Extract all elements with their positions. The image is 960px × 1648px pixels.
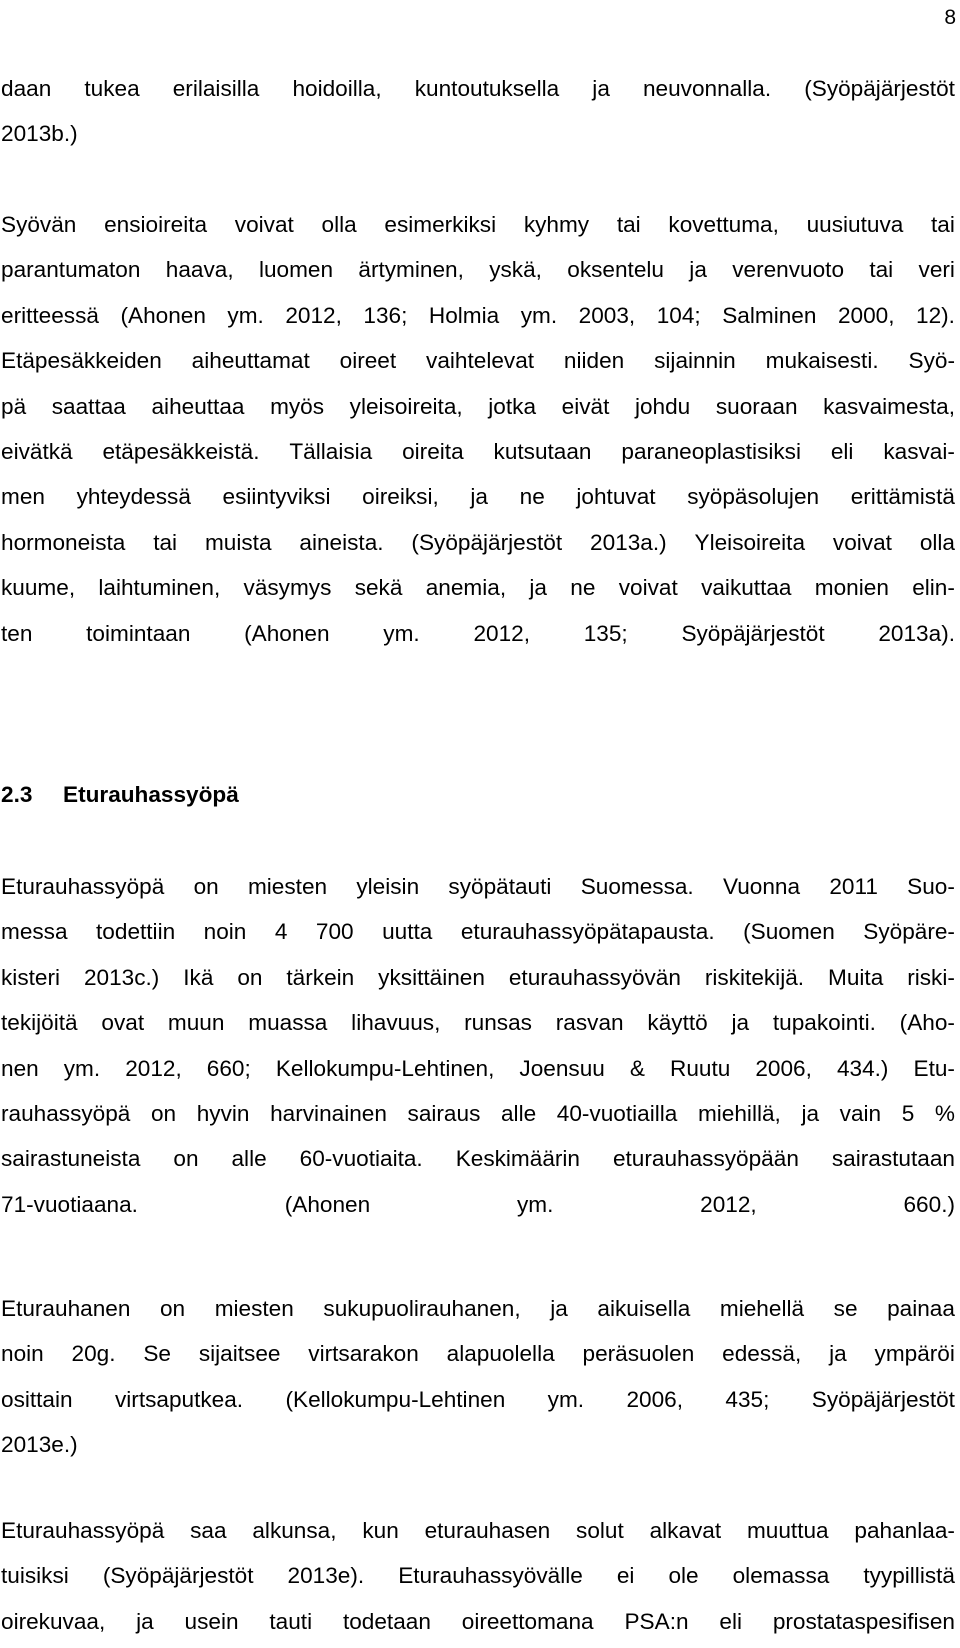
word: ym. <box>63 1055 101 1081</box>
word: tyypillistä <box>863 1563 955 1589</box>
text-line <box>1 1331 955 1376</box>
word: Syö- <box>908 348 955 374</box>
word: aikuisella <box>597 1296 691 1321</box>
word: anemia, <box>425 575 507 601</box>
word: tupakointi. <box>772 1010 876 1036</box>
word: nen <box>1 1055 39 1081</box>
word: vain <box>839 1101 882 1127</box>
word: alkavat <box>649 1518 722 1543</box>
word: saa <box>190 1518 227 1543</box>
word: 4 <box>274 919 288 945</box>
word: todetaan <box>342 1608 431 1634</box>
word: ja <box>689 257 707 283</box>
word: daan <box>1 76 52 101</box>
text-line <box>1 909 955 954</box>
word: tai <box>616 212 641 237</box>
word: yksittäinen <box>378 964 485 990</box>
word: monien <box>814 575 889 601</box>
word: 2012, <box>285 302 342 328</box>
page-number: 8 <box>944 6 956 29</box>
word: (Syöpäjärjestöt <box>804 76 955 101</box>
word: ensioireita <box>104 212 208 237</box>
word: riskitekijä. <box>704 964 805 990</box>
word: virtsaputkea. <box>114 1386 244 1412</box>
word: edessä, <box>722 1341 802 1367</box>
word: aineista. <box>299 529 384 555</box>
word: kuntoutuksella <box>414 76 560 101</box>
word: miehillä, <box>697 1101 781 1127</box>
word: se <box>833 1296 858 1321</box>
word: vaihtelevat <box>426 348 535 374</box>
word: 2006, <box>626 1386 684 1412</box>
word: aiheuttaa <box>151 393 245 419</box>
word: rasvan <box>555 1010 624 1036</box>
paragraph-3 <box>1 864 955 1227</box>
word: (Kellokumpu-Lehtinen <box>285 1386 506 1412</box>
word: mukaisesti. <box>765 348 879 374</box>
word: Holmia <box>428 302 500 328</box>
word: 5 <box>901 1101 915 1127</box>
text-line <box>1 1508 955 1553</box>
word: voivat <box>618 575 678 601</box>
word: tekijöitä <box>1 1010 78 1036</box>
word: on <box>159 1296 186 1321</box>
word: myös <box>270 393 325 419</box>
word: alle <box>500 1101 537 1127</box>
word: ym. <box>227 302 264 328</box>
word: on <box>237 964 263 990</box>
word: erilaisilla <box>172 76 260 101</box>
word: kuume, <box>1 575 76 601</box>
word: ympäröi <box>874 1341 955 1367</box>
word: % <box>934 1101 955 1127</box>
word: etäpesäkkeistä. <box>102 439 260 465</box>
word: (Syöpäjärjestöt <box>102 1563 254 1589</box>
word: Syöpäre- <box>863 919 955 945</box>
line-text <box>1 247 955 292</box>
word: 40-vuotiailla <box>556 1101 678 1127</box>
word: painaa <box>887 1296 955 1321</box>
word: ärtyminen, <box>358 257 464 283</box>
word: sijainnin <box>654 348 736 374</box>
word: (Aho- <box>899 1010 955 1036</box>
word: tuisiksi <box>1 1563 69 1589</box>
word: oireet <box>339 348 397 374</box>
word: eivät <box>561 393 610 419</box>
word: 12). <box>916 302 955 328</box>
line-text <box>1 429 955 474</box>
word: 2011 <box>829 874 878 899</box>
paragraph-1 <box>1 66 955 157</box>
word: eivätkä <box>1 439 73 465</box>
word: riski- <box>907 964 955 990</box>
word: messa <box>1 919 68 945</box>
word: miehellä <box>719 1296 805 1321</box>
word: osittain <box>1 1386 73 1412</box>
text-line: 2013b.) <box>1 121 78 147</box>
word: olla <box>321 212 357 237</box>
word: eturauhasen <box>424 1518 551 1543</box>
word: 435; <box>725 1386 770 1412</box>
word: Suo- <box>907 874 955 899</box>
text-line <box>1 384 955 429</box>
word: kasvai- <box>883 439 955 465</box>
word: noin <box>1 1341 44 1367</box>
text-line: 71-vuotiaana. (Ahonen ym. 2012, 660.) <box>1 1191 955 1217</box>
word: johdu <box>634 393 691 419</box>
word: ne <box>519 484 545 510</box>
word: ja <box>829 1341 847 1367</box>
text-line <box>1 1136 955 1181</box>
word: parantumaton <box>1 257 141 283</box>
word: 660; <box>206 1055 251 1081</box>
word: Kellokumpu-Lehtinen, <box>275 1055 495 1081</box>
text-line <box>1 429 955 474</box>
word: ja <box>529 575 547 601</box>
word: oireiksi, <box>362 484 439 510</box>
section-number: 2.3 <box>1 782 33 807</box>
paragraph-2 <box>1 202 955 656</box>
word: 2006, <box>755 1055 812 1081</box>
word: on <box>193 874 219 899</box>
word: sukupuolirauhanen, <box>323 1296 521 1321</box>
word: prostataspesifisen <box>772 1608 955 1634</box>
word: voivat <box>234 212 294 237</box>
word: tai <box>869 257 894 283</box>
word: paraneoplastisiksi <box>621 439 801 465</box>
word: runsas <box>464 1010 532 1036</box>
line-text <box>1 1553 955 1598</box>
word: todettiin <box>96 919 176 945</box>
word: noin <box>203 919 247 945</box>
word: Syöpäjärjestöt <box>811 1386 955 1412</box>
word: kutsutaan <box>493 439 592 465</box>
word: Keskimäärin <box>455 1146 580 1172</box>
word: muassa <box>248 1010 328 1036</box>
text-line <box>1 293 955 338</box>
word: ei <box>616 1563 635 1589</box>
word: alle <box>231 1146 267 1172</box>
line-text <box>1 338 955 383</box>
word: eritteessä <box>1 302 99 328</box>
word: jotka <box>488 393 537 419</box>
text-line <box>1 1377 955 1422</box>
word: väsymys <box>243 575 332 601</box>
word: syöpätauti <box>448 874 552 899</box>
text-line <box>1 1000 955 1045</box>
text-line <box>1 66 955 111</box>
word: 700 <box>315 919 354 945</box>
word: käyttö <box>647 1010 708 1036</box>
word: oksentelu <box>567 257 664 283</box>
word: Eturauhassyöpä <box>1 874 165 899</box>
word: pahanlaa- <box>854 1518 955 1543</box>
word: Joensuu <box>519 1055 605 1081</box>
line-text <box>1 202 955 247</box>
word: kyhmy <box>523 212 590 237</box>
line-text <box>1 520 955 565</box>
word: on <box>173 1146 199 1172</box>
line-text <box>1 1136 955 1181</box>
word: Salminen <box>722 302 817 328</box>
word: Vuonna <box>722 874 801 899</box>
word: men <box>1 484 45 510</box>
text-line <box>1 864 955 909</box>
word: suoraan <box>715 393 798 419</box>
word: kasvaimesta, <box>823 393 955 419</box>
word: ja <box>550 1296 568 1321</box>
text-line <box>1 1046 955 1091</box>
line-text <box>1 1331 955 1376</box>
section-title: Eturauhassyöpä <box>63 782 239 807</box>
word: usein <box>184 1608 239 1634</box>
word: eturauhassyöpätapausta. <box>460 919 715 945</box>
text-line: 2013e.) <box>1 1432 78 1458</box>
line-text <box>1 565 955 610</box>
word: tauti <box>269 1608 313 1634</box>
word: 2013e). <box>287 1563 365 1589</box>
word: sairastutaan <box>831 1146 955 1172</box>
word: erittämistä <box>850 484 955 510</box>
word: ym. <box>547 1386 585 1412</box>
word: (Suomen <box>743 919 835 945</box>
word: Yleisoireita <box>694 529 806 555</box>
word: Tällaisia <box>289 439 373 465</box>
word: (Ahonen <box>120 302 206 328</box>
line-text <box>1 66 955 111</box>
word: verenvuoto <box>732 257 845 283</box>
word: Suomessa. <box>580 874 694 899</box>
word: 2013a.) <box>590 529 667 555</box>
word: virtsarakon <box>308 1341 419 1367</box>
word: 2013c.) <box>83 964 160 990</box>
line-text <box>1 1091 955 1136</box>
word: oireettomana <box>461 1608 594 1634</box>
text-line <box>1 1286 955 1331</box>
line-text <box>1 955 955 1000</box>
word: sijaitsee <box>198 1341 281 1367</box>
text-line: ten toimintaan (Ahonen ym. 2012, 135; Syöpäjärjestöt 2013a). <box>1 620 955 646</box>
word: 60-vuotiaita. <box>299 1146 423 1172</box>
text-line <box>1 520 955 565</box>
word: neuvonnalla. <box>642 76 772 101</box>
line-text <box>1 293 955 338</box>
word: Ikä <box>183 964 214 990</box>
word: kun <box>362 1518 399 1543</box>
word: muun <box>167 1010 225 1036</box>
word: aiheuttamat <box>191 348 310 374</box>
text-line <box>1 1091 955 1136</box>
word: 104; <box>656 302 701 328</box>
word: pä <box>1 393 27 419</box>
word: tai <box>931 212 955 237</box>
word: elin- <box>912 575 955 601</box>
word: sekä <box>354 575 403 601</box>
line-text <box>1 1508 955 1553</box>
word: alkunsa, <box>252 1518 337 1543</box>
word: 20g. <box>71 1341 116 1367</box>
word: Etu- <box>913 1055 955 1081</box>
word: alapuolella <box>446 1341 555 1367</box>
word: ja <box>731 1010 750 1036</box>
word: solut <box>576 1518 624 1543</box>
text-line <box>1 474 955 519</box>
word: ja <box>801 1101 820 1127</box>
text-line <box>1 955 955 1000</box>
word: vaikuttaa <box>701 575 792 601</box>
line-text <box>1 474 955 519</box>
word: kovettuma, <box>668 212 779 237</box>
word: ja <box>592 76 610 101</box>
word: uusiutuva <box>806 212 904 237</box>
word: 2003, <box>578 302 636 328</box>
word: niiden <box>563 348 625 374</box>
word: Muita <box>828 964 884 990</box>
word: harvinainen <box>270 1101 387 1127</box>
word: yskä, <box>489 257 542 283</box>
word: olemassa <box>732 1563 830 1589</box>
word: saattaa <box>51 393 126 419</box>
word: ym. <box>520 302 558 328</box>
word: laihtuminen, <box>98 575 221 601</box>
line-text <box>1 864 955 909</box>
word: 2000, <box>837 302 895 328</box>
word: sairastuneista <box>1 1146 141 1172</box>
text-line <box>1 565 955 610</box>
word: peräsuolen <box>582 1341 695 1367</box>
word: tukea <box>84 76 140 101</box>
word: ne <box>570 575 596 601</box>
word: veri <box>918 257 955 283</box>
paragraph-5 <box>1 1508 955 1644</box>
word: ole <box>668 1563 699 1589</box>
word: sairaus <box>407 1101 481 1127</box>
word: muuttua <box>746 1518 829 1543</box>
word: Etäpesäkkeiden <box>1 348 162 374</box>
word: tärkein <box>286 964 355 990</box>
word: esimerkiksi <box>384 212 497 237</box>
section-heading <box>1 772 239 817</box>
word: (Syöpäjärjestöt <box>411 529 563 555</box>
word: hormoneista <box>1 529 126 555</box>
word: muista <box>204 529 272 555</box>
word: & <box>629 1055 645 1081</box>
word: Eturauhassyövälle <box>398 1563 583 1589</box>
word: 434.) <box>836 1055 889 1081</box>
word: tai <box>153 529 178 555</box>
text-line <box>1 1553 955 1598</box>
word: ovat <box>101 1010 145 1036</box>
word: oirekuvaa, <box>1 1608 106 1634</box>
word: Eturauhanen <box>1 1296 131 1321</box>
word: eturauhassyöpään <box>612 1146 799 1172</box>
word: yhteydessä <box>76 484 191 510</box>
line-text <box>1 1000 955 1045</box>
line-text <box>1 384 955 429</box>
text-line <box>1 338 955 383</box>
word: 136; <box>363 302 408 328</box>
word: PSA:n <box>624 1608 689 1634</box>
text-line <box>1 247 955 292</box>
word: ja <box>470 484 488 510</box>
text-line <box>1 1599 955 1644</box>
word: Syövän <box>1 212 77 237</box>
line-text <box>1 909 955 954</box>
line-text <box>1 1286 955 1331</box>
word: miesten <box>247 874 328 899</box>
word: haava, <box>165 257 234 283</box>
word: eli <box>719 1608 742 1634</box>
word: hyvin <box>196 1101 250 1127</box>
paragraph-4 <box>1 1286 955 1468</box>
line-text <box>1 1046 955 1091</box>
word: voivat <box>832 529 892 555</box>
word: Se <box>143 1341 171 1367</box>
word: Eturauhassyöpä <box>1 1518 165 1543</box>
word: on <box>150 1101 177 1127</box>
line-text <box>1 1599 955 1644</box>
word: hoidoilla, <box>292 76 382 101</box>
word: eturauhassyövän <box>508 964 681 990</box>
text-line <box>1 202 955 247</box>
word: uutta <box>382 919 433 945</box>
word: olla <box>919 529 955 555</box>
word: ja <box>136 1608 154 1634</box>
word: luomen <box>258 257 334 283</box>
word: johtuvat <box>576 484 656 510</box>
word: eli <box>830 439 854 465</box>
word: esiintyviksi <box>222 484 331 510</box>
word: 2012, <box>125 1055 182 1081</box>
line-text <box>1 1377 955 1422</box>
word: kisteri <box>1 964 60 990</box>
word: Ruutu <box>670 1055 731 1081</box>
word: syöpäsolujen <box>687 484 820 510</box>
word: rauhassyöpä <box>1 1101 131 1127</box>
word: yleisin <box>356 874 420 899</box>
word: oireita <box>402 439 464 465</box>
word: lihavuus, <box>351 1010 441 1036</box>
word: yleisoireita, <box>349 393 463 419</box>
word: miesten <box>214 1296 294 1321</box>
